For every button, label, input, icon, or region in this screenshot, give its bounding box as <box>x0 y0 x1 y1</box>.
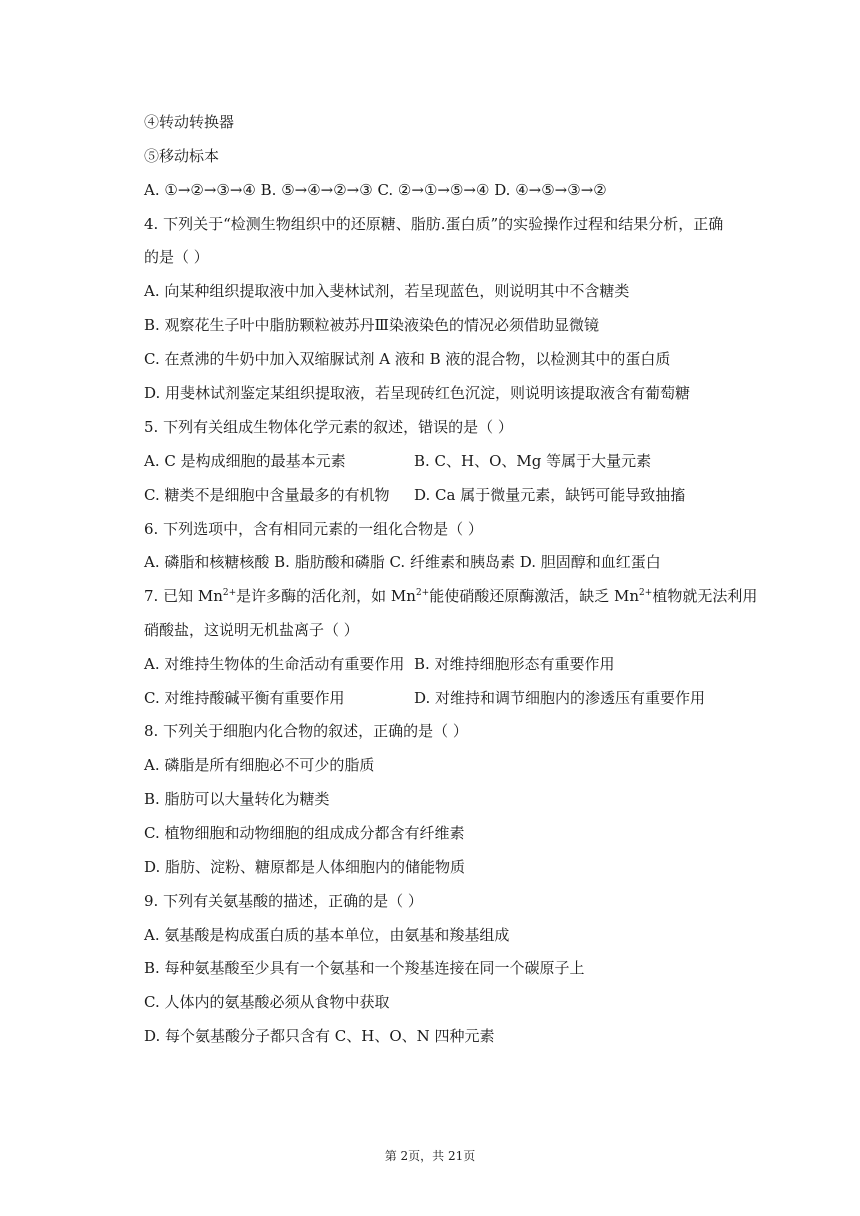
q4-option-a: A. 向某种组织提取液中加入斐林试剂，若呈现蓝色，则说明其中不含糖类 <box>144 282 630 300</box>
q4-stem-line2: 的是（ ） <box>144 248 209 266</box>
q4-option-b: B. 观察花生子叶中脂肪颗粒被苏丹Ⅲ染液染色的情况必须借助显微镜 <box>144 316 600 334</box>
q5-option-c: C. 糖类不是细胞中含量最多的有机物 <box>144 486 390 504</box>
q5-option-b: B. C、H、O、Mg 等属于大量元素 <box>414 452 652 470</box>
q7-options-row1 <box>144 654 615 674</box>
q5-option-d: D. Ca 属于微量元素，缺钙可能导致抽搐 <box>414 486 686 504</box>
q3-options: A. ①→②→③→④ B. ⑤→④→②→③ C. ②→①→⑤→④ D. ④→⑤→③→② <box>144 181 607 199</box>
page-footer: 第 2页，共 21页 <box>384 1149 476 1163</box>
q6-stem: 6. 下列选项中，含有相同元素的一组化合物是（ ） <box>144 520 483 538</box>
q6-options: A. 磷脂和核糖核酸 B. 脂肪酸和磷脂 C. 纤维素和胰岛素 D. 胆固醇和血红蛋白 <box>144 553 661 571</box>
q4-stem-line1: 4. 下列关于“检测生物组织中的还原糖、脂肪.蛋白质”的实验操作过程和结果分析，正确 <box>144 215 724 233</box>
q5-stem: 5. 下列有关组成生物体化学元素的叙述，错误的是（ ） <box>144 418 513 436</box>
step-5-text: ⑤移动标本 <box>144 147 220 165</box>
q9-option-d: D. 每个氨基酸分子都只含有 C、H、O、N 四种元素 <box>144 1027 495 1045</box>
q9-option-a: A. 氨基酸是构成蛋白质的基本单位，由氨基和羧基组成 <box>144 926 510 944</box>
q7-superscript-3: 2+ <box>639 588 653 598</box>
q8-stem: 8. 下列关于细胞内化合物的叙述，正确的是（ ） <box>144 722 468 740</box>
q8-option-c: C. 植物细胞和动物细胞的组成成分都含有纤维素 <box>144 824 465 842</box>
q4-option-c: C. 在煮沸的牛奶中加入双缩脲试剂 A 液和 B 液的混合物，以检测其中的蛋白质 <box>144 350 671 368</box>
q7-superscript-1: 2+ <box>222 588 237 598</box>
q7-stem-part2: 是许多酶的活化剂，如 Mn <box>236 587 416 605</box>
q9-option-c: C. 人体内的氨基酸必须从食物中获取 <box>144 993 390 1011</box>
q8-option-d: D. 脂肪、淀粉、糖原都是人体细胞内的储能物质 <box>144 858 466 876</box>
q7-stem-line2: 硝酸盐，这说明无机盐离子（ ） <box>144 621 359 639</box>
q7-stem-line1 <box>144 586 757 606</box>
q5-options-row1 <box>144 451 652 471</box>
q7-stem-part4: 植物就无法利用 <box>652 587 758 605</box>
q8-option-b: B. 脂肪可以大量转化为糖类 <box>144 790 330 808</box>
q7-option-d: D. 对维持和调节细胞内的渗透压有重要作用 <box>414 689 706 707</box>
q8-option-a: A. 磷脂是所有细胞必不可少的脂质 <box>144 756 375 774</box>
q7-option-c: C. 对维持酸碱平衡有重要作用 <box>144 689 345 707</box>
q7-options-row2 <box>144 688 706 708</box>
q9-option-b: B. 每种氨基酸至少具有一个氨基和一个羧基连接在同一个碳原子上 <box>144 959 585 977</box>
q5-options-row2 <box>144 485 686 505</box>
q4-option-d: D. 用斐林试剂鉴定某组织提取液，若呈现砖红色沉淀，则说明该提取液含有葡萄糖 <box>144 384 691 402</box>
q7-option-b: B. 对维持细胞形态有重要作用 <box>414 655 615 673</box>
step-4-text: ④转动转换器 <box>144 113 235 131</box>
q5-option-a: A. C 是构成细胞的最基本元素 <box>144 452 346 470</box>
q9-stem: 9. 下列有关氨基酸的描述，正确的是（ ） <box>144 892 423 910</box>
q7-superscript-2: 2+ <box>415 588 430 598</box>
q7-option-a: A. 对维持生物体的生命活动有重要作用 <box>144 655 405 673</box>
q7-stem-part3: 能使硝酸还原酶激活，缺乏 Mn <box>429 587 640 605</box>
q7-stem-part1: 7. 已知 Mn <box>144 587 223 605</box>
